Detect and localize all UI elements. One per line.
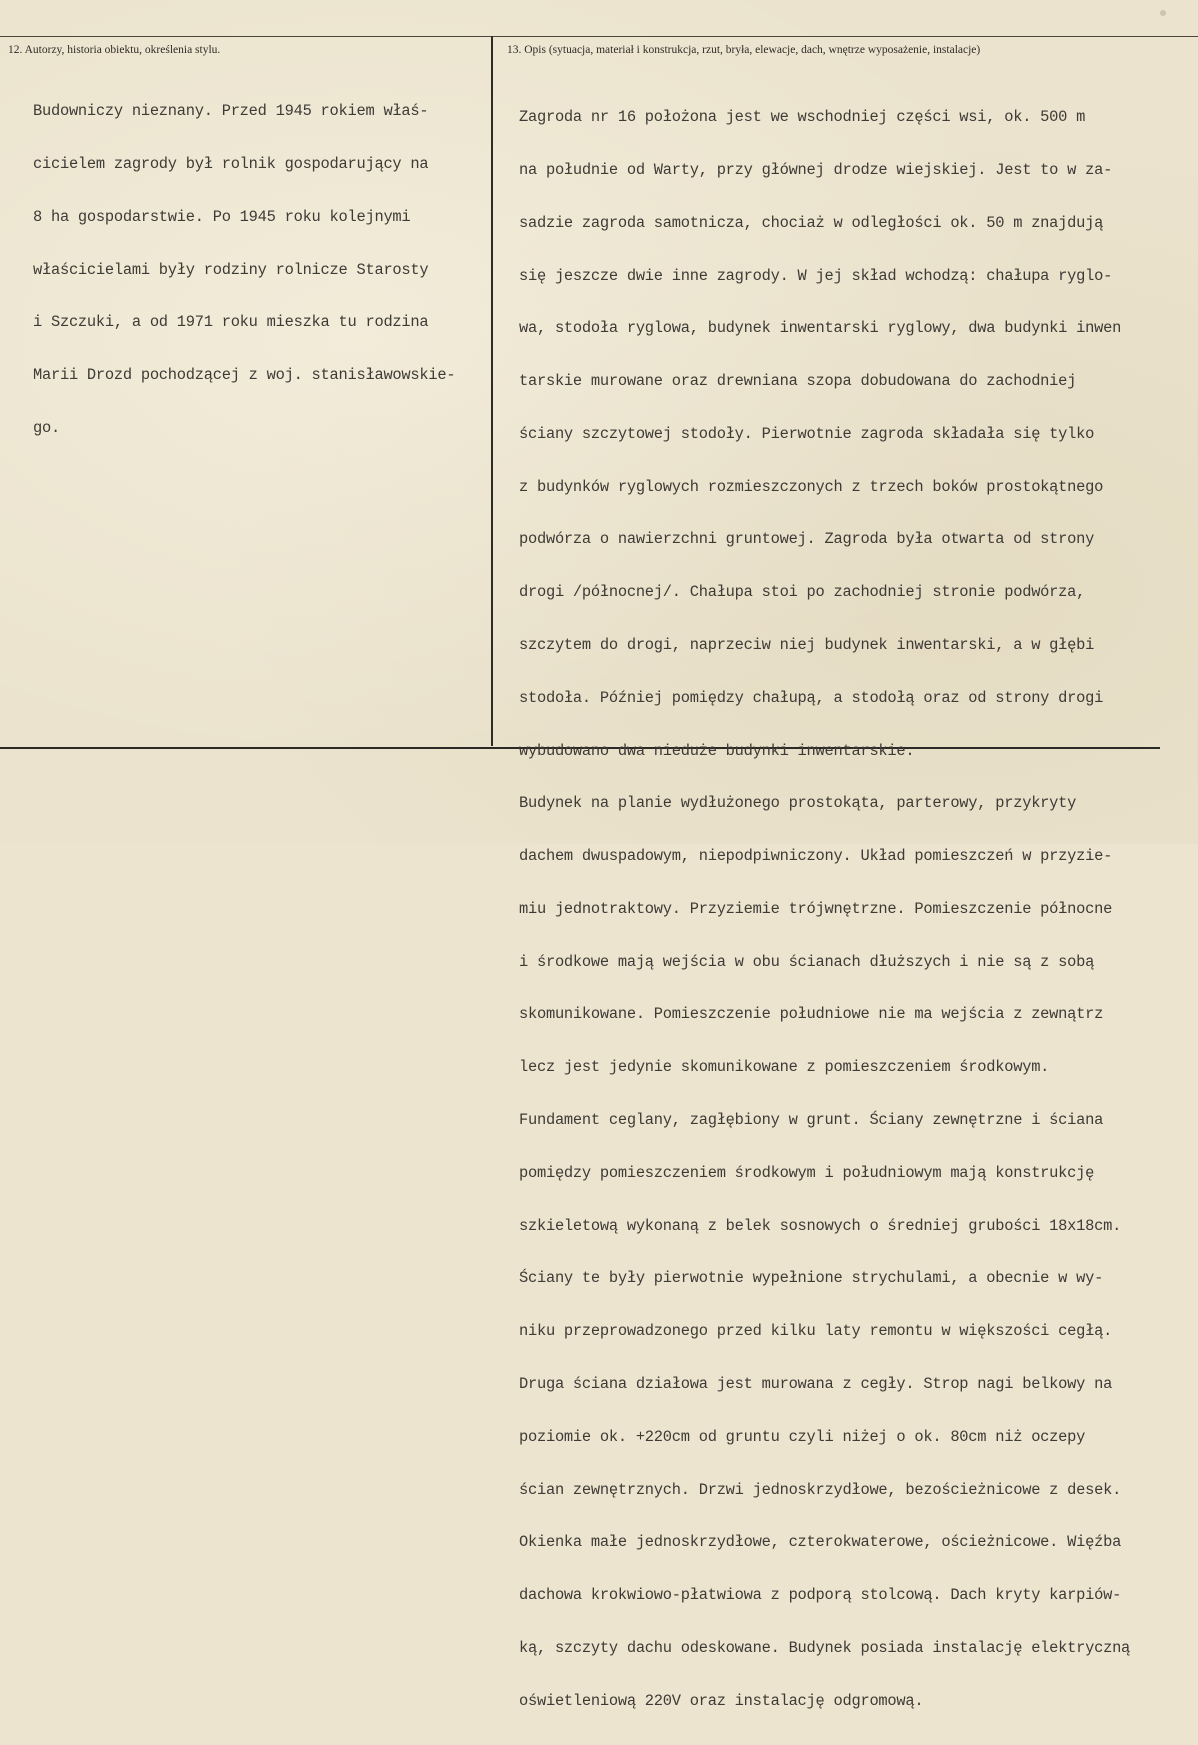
- section-13-line: tarskie murowane oraz drewniana szopa dobudowana do zachodniej: [519, 372, 1077, 391]
- section-13-line: szczytem do drogi, naprzeciw niej budynek inwentarski, a w głębi: [519, 636, 1095, 654]
- section-12-line: i Szczuki, a od 1971 roku mieszka tu rodzina: [33, 313, 429, 332]
- section-13-line: Budynek na planie wydłużonego prostokąta, parterowy, przykryty: [519, 794, 1077, 813]
- section-13-line: Fundament ceglany, zagłębiony w grunt. Ściany zewnętrzne i ściana: [519, 1111, 1104, 1130]
- section-12-line: go.: [33, 418, 60, 437]
- top-rule: [0, 36, 1198, 37]
- section-13-line: pomiędzy pomieszczeniem środkowym i południowym mają konstrukcję: [519, 1163, 1095, 1182]
- section-13-line: lecz jest jedynie skomunikowane z pomieszczeniem środkowym.: [519, 1058, 1050, 1077]
- section-12-text: [33, 68, 455, 473]
- section-13-line: stodoła. Później pomiędzy chałupą, a stodołą oraz od strony drogi: [519, 688, 1104, 707]
- section-13-label: 13. Opis (sytuacja, materiał i konstrukcja, rzut, bryła, elewacje, dach, wnętrze wyposażenie, instalacje): [507, 44, 981, 56]
- section-13-line: i środkowe mają wejścia w obu ścianach dłuższych i nie są z sobą: [519, 952, 1095, 971]
- section-12-line: cicielem zagrody był rolnik gospodarujący na: [33, 154, 429, 173]
- section-13-line: oświetleniową 220V oraz instalację odgromową.: [519, 1691, 924, 1710]
- section-13-line: ścian zewnętrznych. Drzwi jednoskrzydłowe, bezościeżnicowe z desek.: [519, 1480, 1122, 1499]
- paper-mark: [1160, 10, 1166, 16]
- section-12-label: 12. Autorzy, historia obiektu, określenia stylu.: [8, 44, 221, 56]
- section-13-line: Zagroda nr 16 położona jest we wschodniej części wsi, ok. 500 m: [519, 108, 1086, 127]
- section-13-line: niku przeprowadzonego przed kilku laty remontu w większości cegłą.: [519, 1322, 1113, 1341]
- section-13-line: wybudowano dwa nieduże budynki inwentarskie.: [519, 741, 915, 760]
- section-13-line: miu jednotraktowy. Przyziemie trójwnętrzne. Pomieszczenie północne: [519, 899, 1113, 918]
- section-12-line: właścicielami były rodziny rolnicze Starosty: [33, 260, 429, 279]
- column-divider: [491, 36, 493, 746]
- section-13-line: dachowa krokwiowo-płatwiowa z podporą stolcową. Dach kryty karpiów-: [519, 1586, 1122, 1605]
- section-13-line: drogi /północnej/. Chałupa stoi po zachodniej stronie podwórza,: [519, 583, 1086, 602]
- section-13-line: z budynków ryglowych rozmieszczonych z trzech boków prostokątnego: [519, 477, 1104, 496]
- section-13-line: wa, stodoła ryglowa, budynek inwentarski ryglowy, dwa budynki inwen: [519, 319, 1122, 338]
- section-13-line: na południe od Warty, przy głównej drodze wiejskiej. Jest to w za-: [519, 160, 1113, 179]
- section-13-line: podwórza o nawierzchni gruntowej. Zagroda była otwarta od strony: [519, 530, 1095, 549]
- section-13-line: sadzie zagroda samotnicza, chociaż w odległości ok. 50 m znajdują: [519, 213, 1104, 232]
- section-13-line: poziomie ok. +220cm od gruntu czyli niżej o ok. 80cm niż oczepy: [519, 1427, 1086, 1446]
- section-13-line: Druga ściana działowa jest murowana z cegły. Strop nagi belkowy na: [519, 1374, 1113, 1393]
- section-12-line: 8 ha gospodarstwie. Po 1945 roku kolejnymi: [33, 207, 411, 226]
- section-13-line: się jeszcze dwie inne zagrody. W jej skład wchodzą: chałupa ryglo-: [519, 266, 1113, 285]
- section-13-line: ściany szczytowej stodoły. Pierwotnie zagroda składała się tylko: [519, 424, 1095, 443]
- section-13-line: skomunikowane. Pomieszczenie południowe nie ma wejścia z zewnątrz: [519, 1005, 1104, 1024]
- section-13-line: ką, szczyty dachu odeskowane. Budynek posiada instalację elektryczną: [519, 1638, 1131, 1657]
- section-13-line: dachem dwuspadowym, niepodpiwniczony. Układ pomieszczeń w przyzie-: [519, 847, 1113, 866]
- section-13-line: Ściany te były pierwotnie wypełnione strychulami, a obecnie w wy-: [519, 1269, 1104, 1288]
- section-13-line: Okienka małe jednoskrzydłowe, czterokwaterowe, ościeżnicowe. Więźba: [519, 1533, 1122, 1552]
- section-13-text: [519, 74, 1130, 1745]
- section-12-line: Budowniczy nieznany. Przed 1945 rokiem właś-: [33, 102, 429, 121]
- section-13-line: szkieletową wykonaną z belek sosnowych o średniej grubości 18x18cm.: [519, 1216, 1122, 1235]
- section-12-line: Marii Drozd pochodzącej z woj. stanisławowskie-: [33, 366, 456, 385]
